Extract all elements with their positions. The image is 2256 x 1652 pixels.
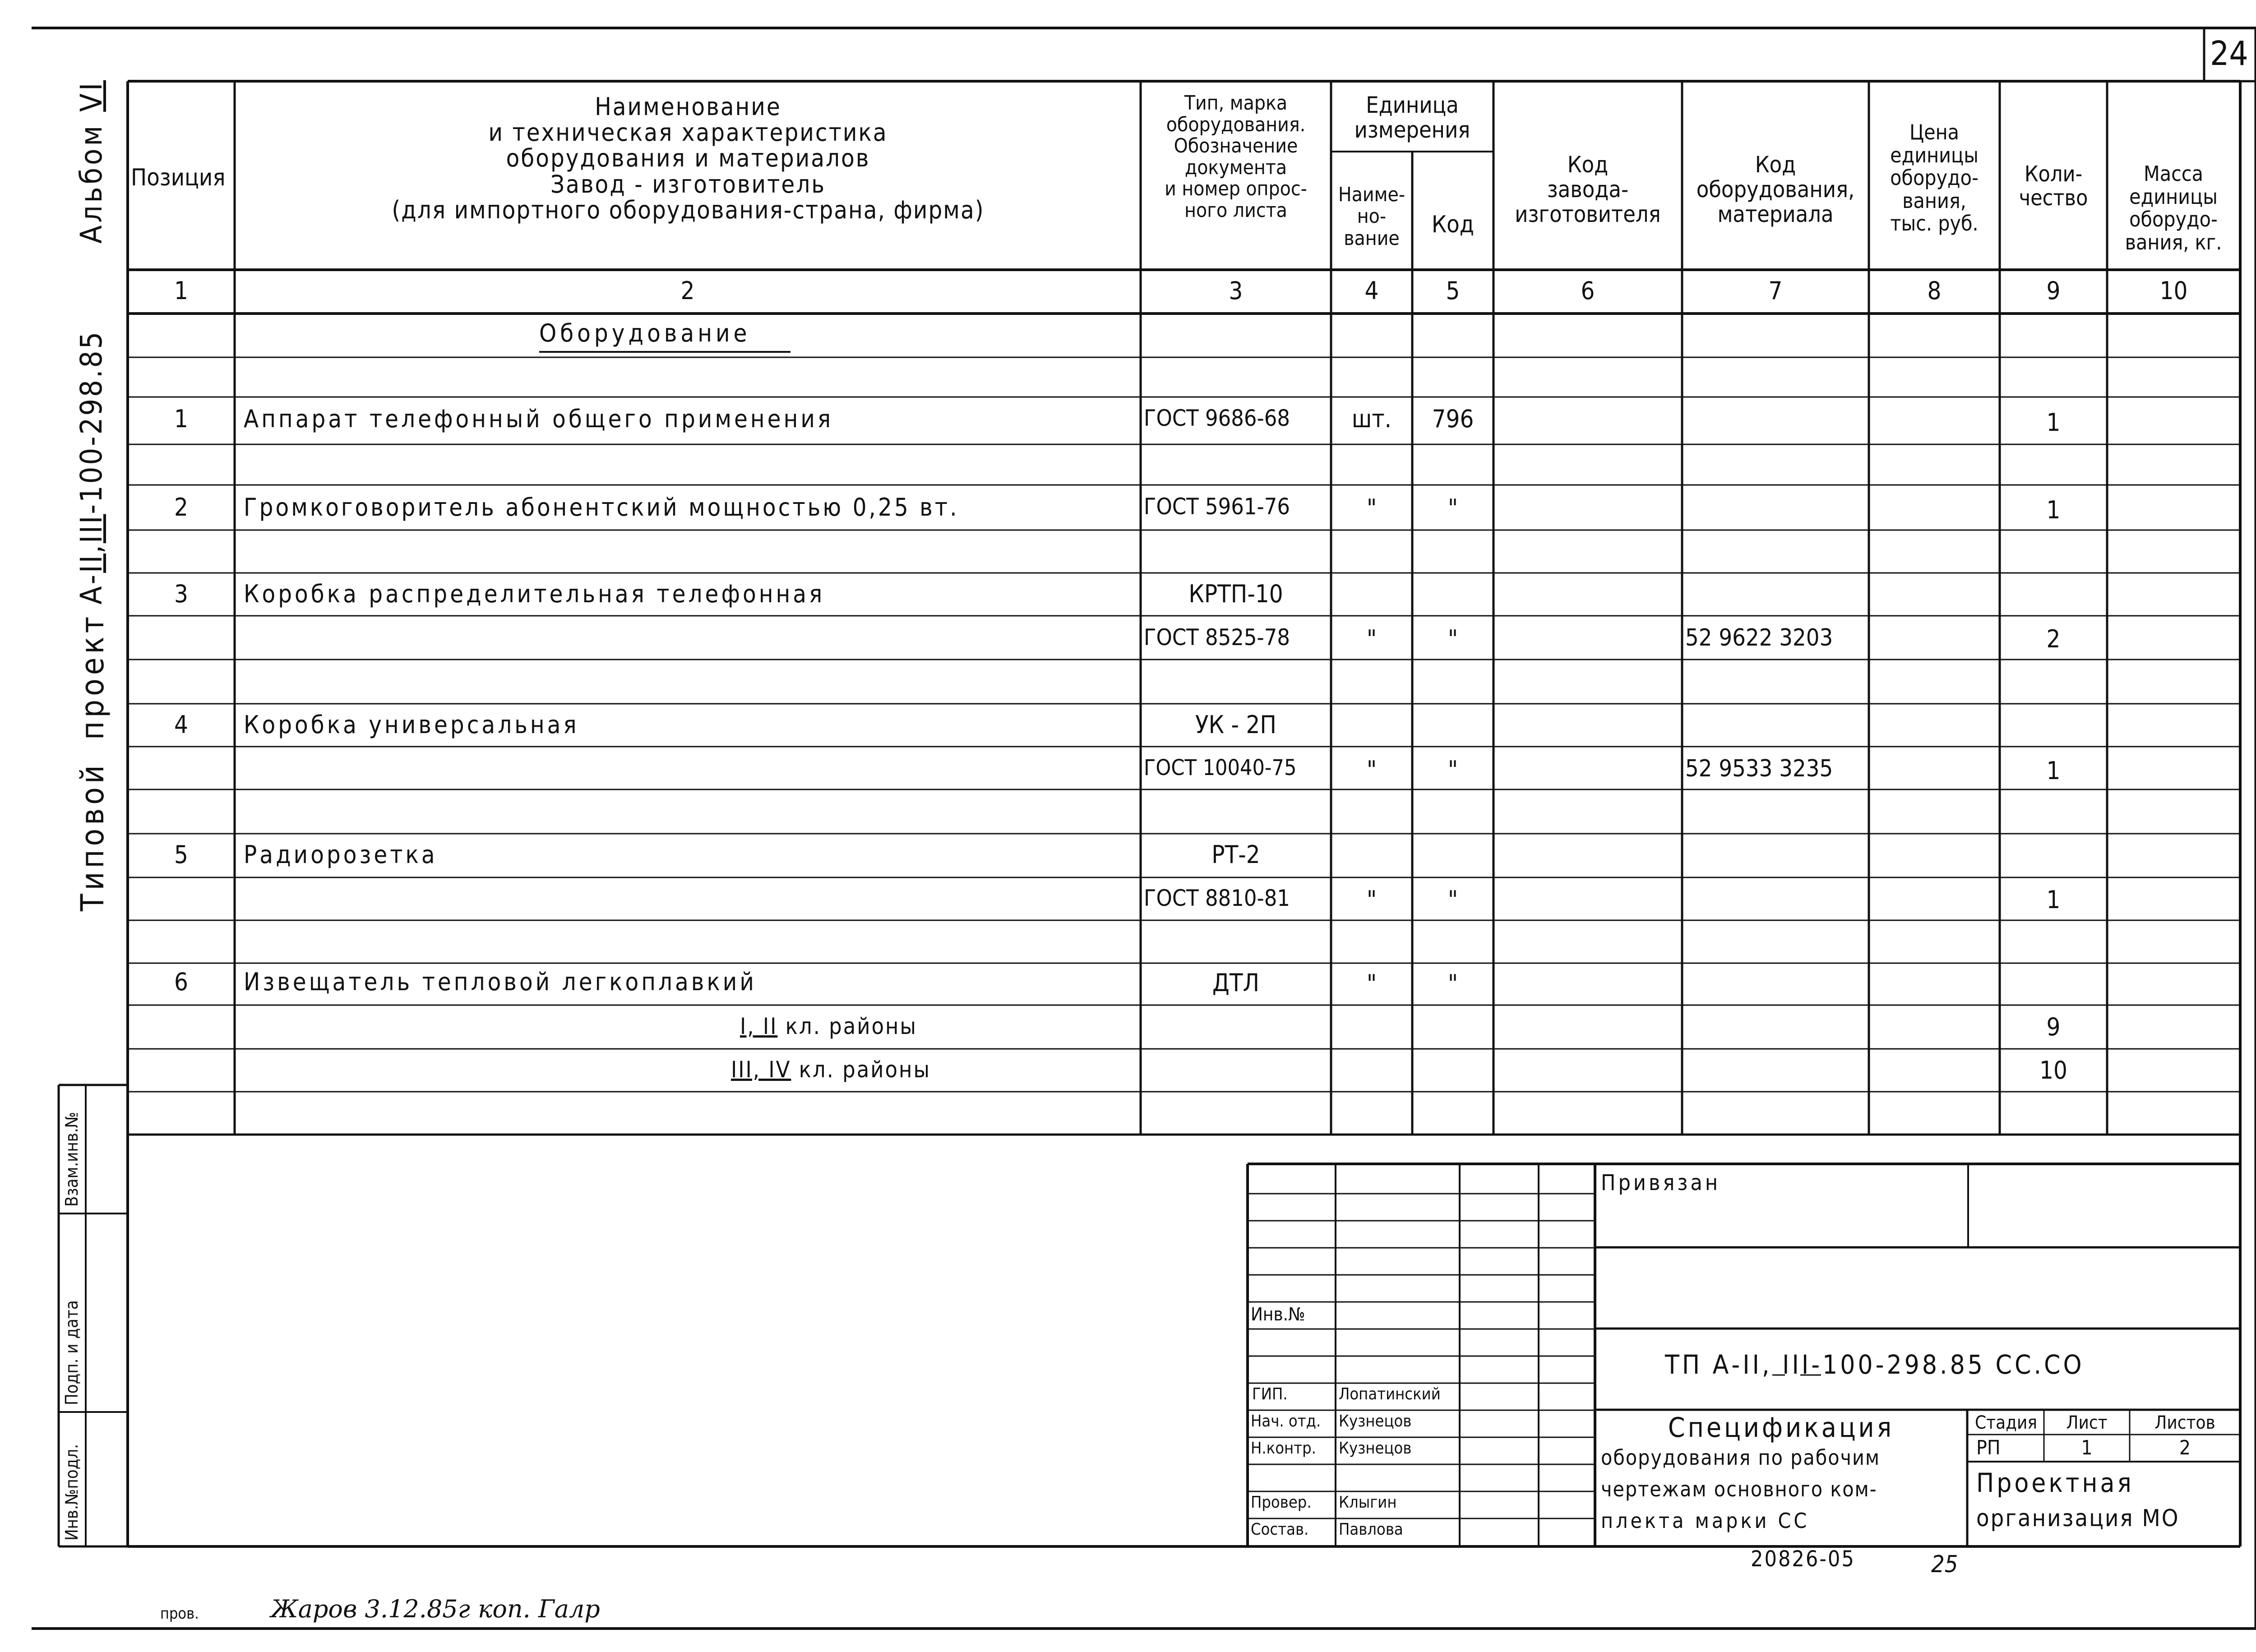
table-row-4b-unit: "	[1366, 756, 1377, 784]
spec-line-3: плекта марки СС	[1601, 1509, 1810, 1533]
table-row-4-type: УК - 2П	[1195, 711, 1276, 739]
table-row-6a-name: I, II кл. районы	[740, 1013, 917, 1039]
roman-2: II	[74, 553, 109, 573]
sheet-value: 1	[2081, 1436, 2093, 1459]
table-row-6-type: ДТЛ	[1212, 969, 1260, 997]
table-row-2-type: ГОСТ 5961-76	[1144, 494, 1290, 520]
table-row-4b-type: ГОСТ 10040-75	[1144, 755, 1297, 780]
name-n-kontr: Кузнецов	[1339, 1439, 1412, 1458]
title-doc-code: ТП А-II, III-100-298.85 СС.СО	[1665, 1349, 2085, 1380]
table-row-5-name: Радиорозетка	[244, 840, 438, 869]
name-nach-otd: Кузнецов	[1339, 1412, 1412, 1431]
header-type: Тип, марка оборудования. Обозначение документа и номер опрос- ного листа	[1165, 92, 1307, 222]
check-label: пров.	[160, 1605, 199, 1623]
table-row-1-unit: шт.	[1351, 405, 1392, 433]
handwriting-signature: Жаров 3.12.85г коп. Галр	[271, 1595, 600, 1623]
role-sostav: Состав.	[1251, 1520, 1309, 1539]
table-row-4-name: Коробка универсальная	[244, 711, 579, 739]
table-row-5b-type: ГОСТ 8810-81	[1144, 885, 1290, 911]
table-row-2-code: "	[1447, 494, 1458, 522]
table-row-4b-code: "	[1447, 756, 1458, 784]
table-row-6-unit: "	[1366, 969, 1377, 998]
header-pos: Позиция	[131, 164, 226, 191]
col-number-6: 6	[1581, 277, 1595, 305]
table-row-2-qty: 1	[2046, 496, 2061, 524]
table-row-1-code: 796	[1432, 405, 1474, 433]
col-number-8: 8	[1927, 277, 1942, 305]
col-number-2: 2	[680, 277, 695, 305]
col-number-3: 3	[1229, 277, 1243, 305]
table-row-6b-qty: 10	[2039, 1056, 2067, 1084]
sheets-label: Листов	[2154, 1412, 2215, 1433]
header-name: Наименование и техническая характеристика оборудования и материалов Завод - изготовитель (для импортного оборудования-страна, фирма)	[392, 92, 985, 224]
table-row-2-name: Громкоговоритель абонентский мощностью 0,25 вт.	[244, 493, 959, 521]
sheet-label: Лист	[2066, 1412, 2108, 1433]
table-row-4b-mat: 52 9533 3235	[1685, 755, 1833, 782]
role-nach-otd: Нач. отд.	[1251, 1412, 1321, 1431]
role-n-kontr: Н.контр.	[1251, 1439, 1316, 1458]
header-unit-name: Наиме- но- вание	[1338, 183, 1405, 250]
table-row-5b-unit: "	[1366, 886, 1377, 914]
col-number-9: 9	[2046, 277, 2061, 305]
stage-label: Стадия	[1974, 1412, 2038, 1433]
header-equip-code: Код оборудования, материала	[1696, 152, 1855, 227]
table-row-6-code: "	[1447, 969, 1458, 998]
table-row-4b-qty: 1	[2046, 757, 2061, 785]
stamp-vzam: Взам.инв.№	[62, 1112, 82, 1207]
header-unit: Единица измерения	[1354, 92, 1470, 143]
table-row-3b-mat: 52 9622 3203	[1685, 624, 1833, 651]
stage-value: РП	[1976, 1436, 2001, 1459]
table-row-3-name: Коробка распределительная телефонная	[244, 580, 825, 608]
header-unit-code: Код	[1431, 211, 1475, 238]
section-title: Оборудование	[539, 319, 751, 347]
table-row-6b-name: III, IV кл. районы	[731, 1057, 931, 1083]
table-row-3b-type: ГОСТ 8525-78	[1144, 624, 1290, 651]
col-number-10: 10	[2159, 277, 2188, 305]
spec-title: Спецификация	[1668, 1412, 1895, 1444]
table-row-6-name: Извещатель тепловой легкоплавкий	[244, 968, 757, 996]
table-row-1-pos: 1	[174, 405, 188, 433]
header-mass: Масса единицы оборудо- вания, кг.	[2125, 162, 2222, 254]
col-number-4: 4	[1364, 277, 1379, 305]
side-title-album: Альбом VI	[74, 80, 109, 244]
table-row-3-pos: 3	[174, 580, 188, 608]
bottom-number: 20826-05	[1751, 1546, 1855, 1572]
table-row-1-type: ГОСТ 9686-68	[1144, 405, 1290, 431]
role-gip: ГИП.	[1252, 1385, 1288, 1403]
col-number-7: 7	[1768, 277, 1783, 305]
bottom-page: 25	[1931, 1551, 1958, 1578]
side-title-project: проект	[74, 613, 111, 740]
table-row-1-qty: 1	[2046, 408, 2061, 437]
page-number: 24	[2210, 34, 2248, 73]
table-row-3b-code: "	[1447, 625, 1458, 653]
side-title-code: А-II,III-100-298.85	[74, 330, 109, 605]
table-row-2-pos: 2	[174, 493, 188, 521]
header-plant-code: Код завода- изготовителя	[1515, 152, 1661, 227]
table-row-3b-unit: "	[1366, 625, 1377, 653]
spec-line-2: чертежам основного ком-	[1601, 1477, 1877, 1501]
table-row-3b-qty: 2	[2046, 625, 2061, 653]
org-line-1: Проектная	[1976, 1467, 2134, 1498]
spec-line-1: оборудования по рабочим	[1601, 1445, 1881, 1470]
role-prover: Провер.	[1251, 1493, 1312, 1512]
table-row-5b-code: "	[1447, 886, 1458, 914]
sheets-value: 2	[2179, 1436, 2191, 1459]
title-privyazan: Привязан	[1601, 1170, 1721, 1195]
side-title-typical: Типовой	[74, 761, 111, 911]
org-line-2: организация МО	[1976, 1505, 2180, 1532]
table-row-5-type: РТ-2	[1211, 840, 1260, 869]
name-prover: Клыгин	[1339, 1493, 1397, 1512]
roman-3: III	[74, 514, 109, 544]
table-row-5-pos: 5	[174, 840, 188, 869]
table-row-6-pos: 6	[174, 968, 188, 996]
col-number-5: 5	[1446, 277, 1460, 305]
name-gip: Лопатинский	[1339, 1385, 1441, 1403]
table-row-4-pos: 4	[174, 711, 188, 739]
table-row-5b-qty: 1	[2046, 886, 2061, 914]
table-row-3-type: КРТП-10	[1188, 580, 1283, 608]
header-qty: Коли- чество	[2019, 162, 2088, 211]
stamp-inv-podl: Инв.№подл.	[62, 1444, 82, 1541]
name-sostav: Павлова	[1339, 1520, 1403, 1539]
table-row-2-unit: "	[1366, 494, 1377, 522]
table-row-1-name: Аппарат телефонный общего применения	[244, 405, 834, 433]
col-number-1: 1	[174, 277, 188, 305]
title-inv-no: Инв.№	[1251, 1304, 1305, 1325]
header-price: Цена единицы оборудо- вания, тыс. руб.	[1890, 120, 1979, 236]
table-row-6a-qty: 9	[2046, 1013, 2061, 1041]
stamp-podp-data: Подп. и дата	[62, 1300, 82, 1405]
